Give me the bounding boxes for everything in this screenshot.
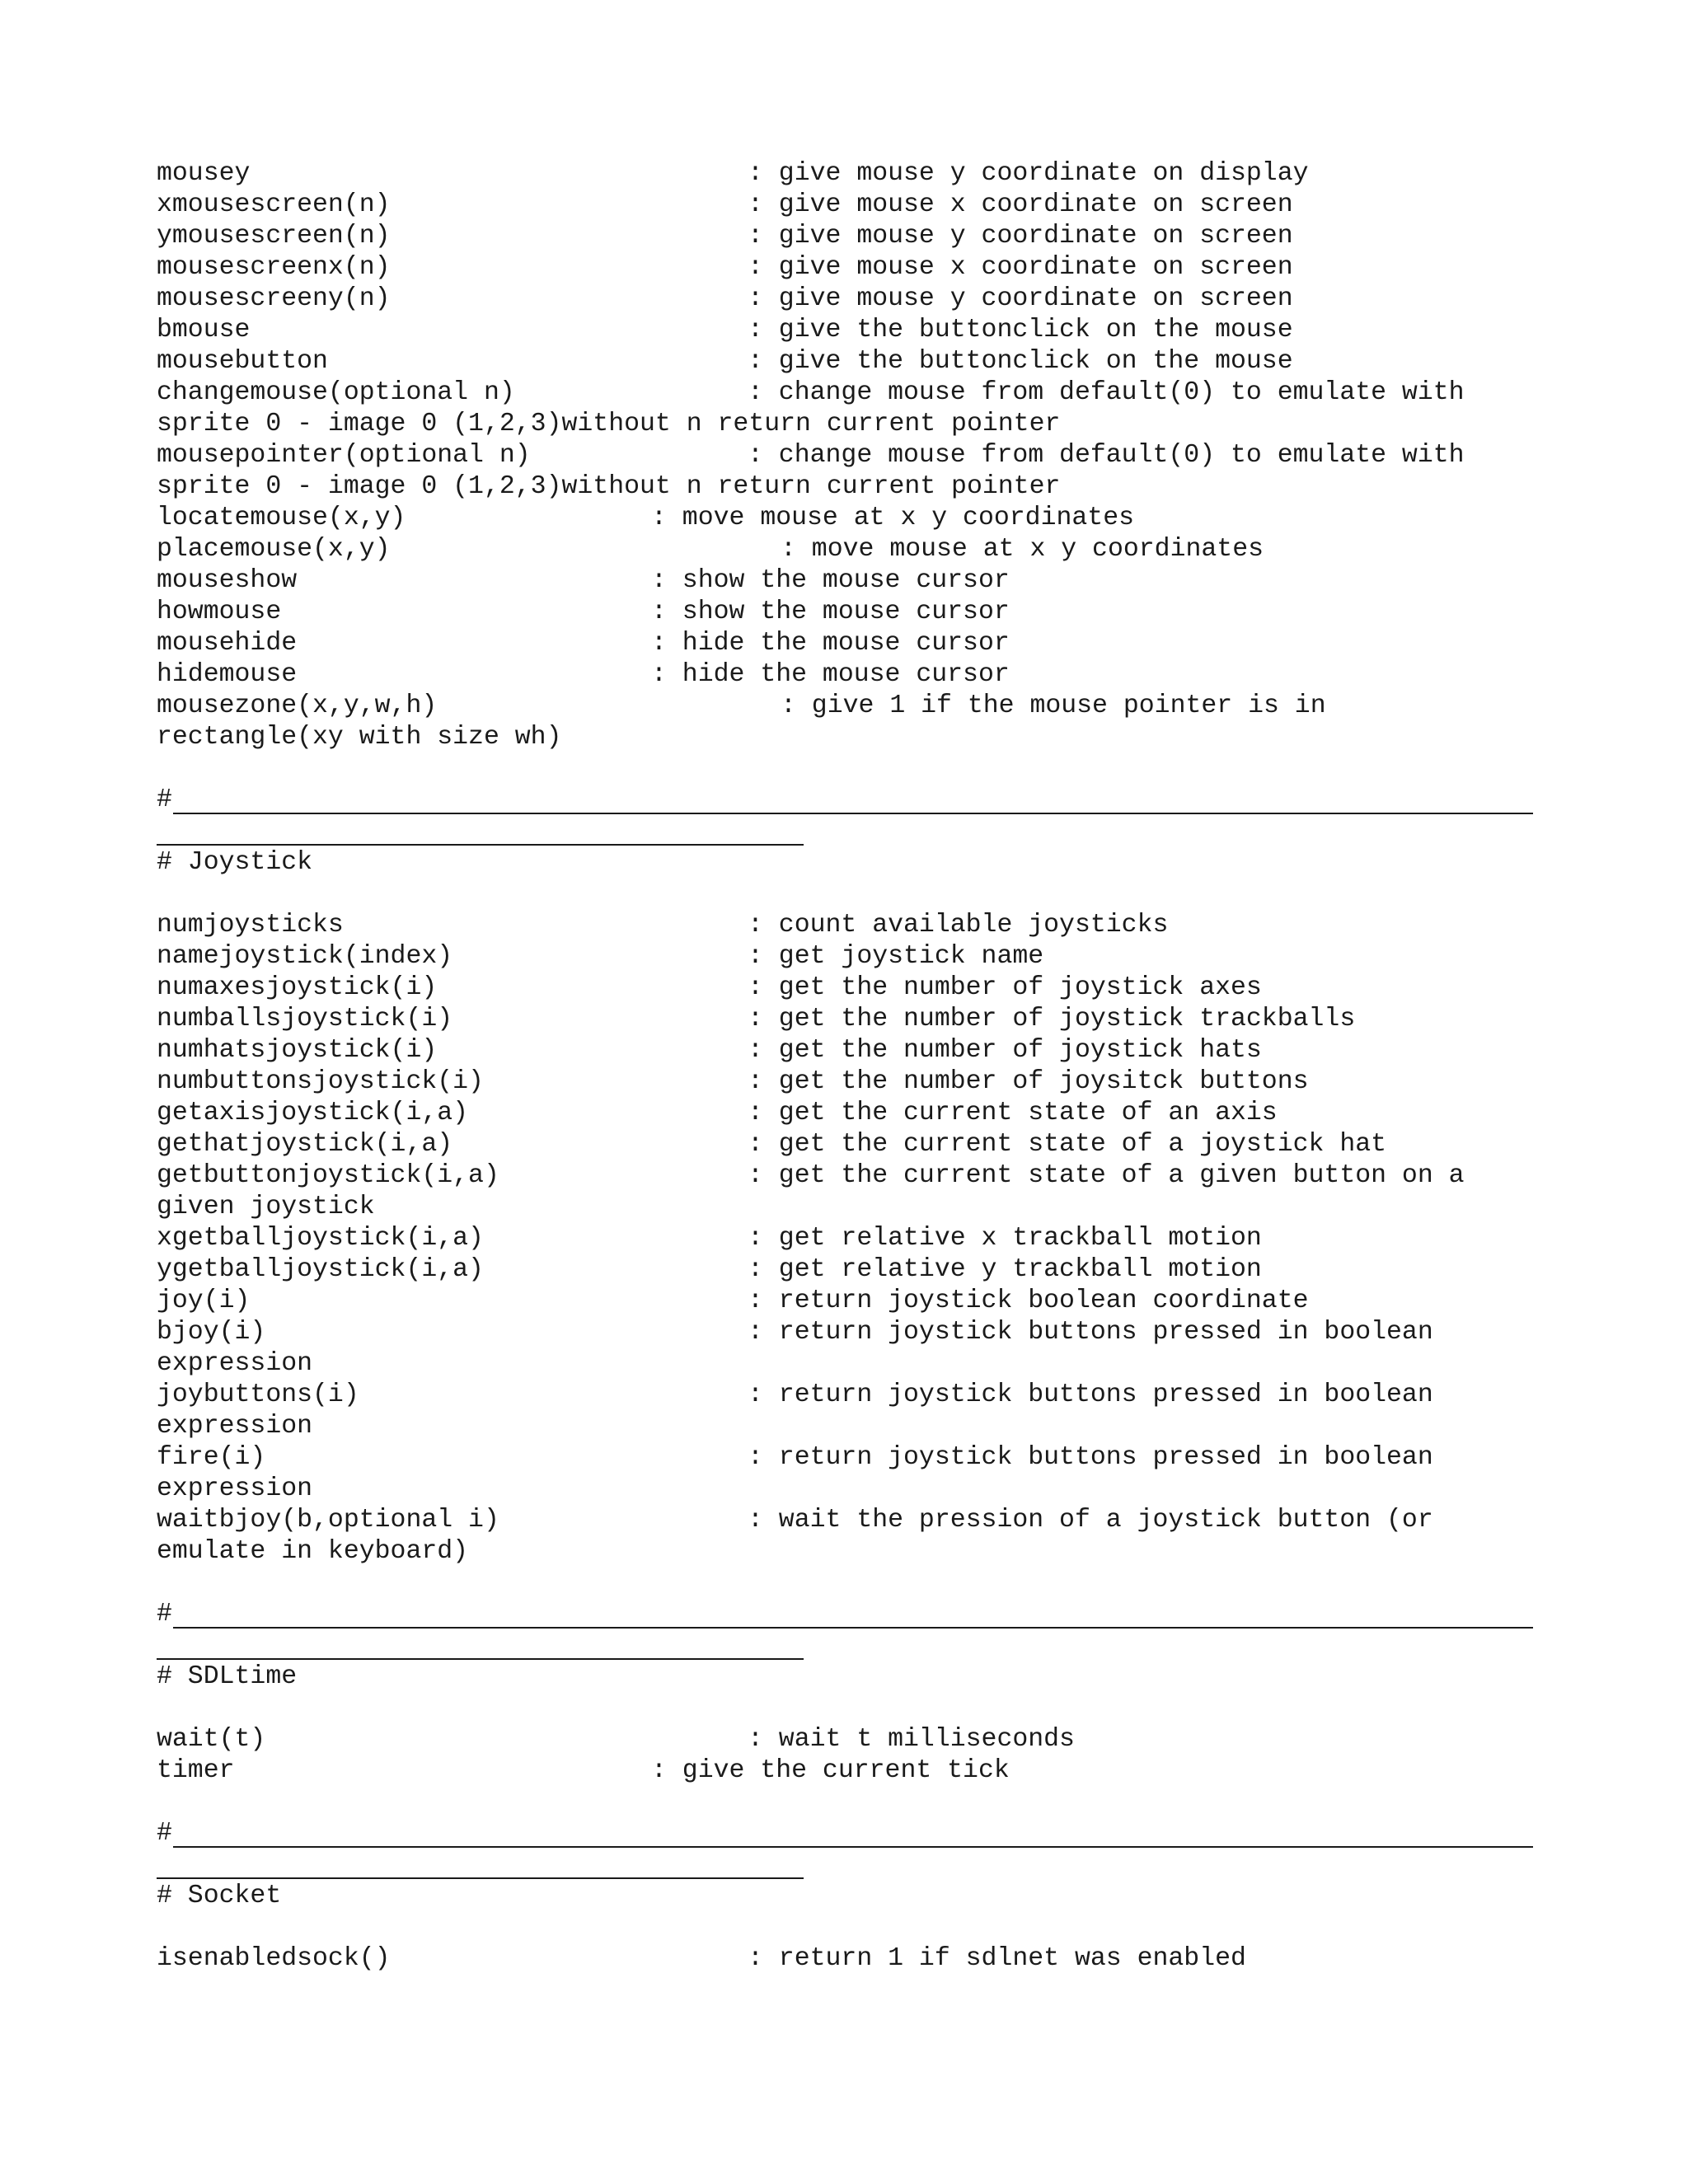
separator-hash: # bbox=[157, 785, 172, 814]
spacer bbox=[157, 1693, 1558, 1724]
section-separator bbox=[157, 1599, 1558, 1630]
separator-rule bbox=[157, 1877, 804, 1879]
mouse-section bbox=[157, 158, 1558, 753]
entry-row bbox=[157, 1035, 1558, 1066]
entry-desc: : hide the mouse cursor bbox=[651, 660, 1010, 689]
entry-desc: : return joystick boolean coordinate bbox=[748, 1286, 1309, 1315]
section-heading: # Joystick bbox=[157, 848, 313, 877]
spacer bbox=[157, 1787, 1558, 1818]
section-separator-continuation bbox=[157, 816, 1558, 847]
entry-desc: : get the number of joystick axes bbox=[748, 973, 1262, 1002]
entry-name: mousescreenx(n) bbox=[157, 253, 391, 282]
entry-desc: : wait the pression of a joystick button (or bbox=[748, 1506, 1433, 1535]
entry-name: xgetballjoystick(i,a) bbox=[157, 1224, 484, 1253]
entry-desc: : move mouse at x y coordinates bbox=[651, 504, 1134, 532]
entry-row bbox=[157, 1254, 1558, 1286]
entry-desc: : return joystick buttons pressed in boolean bbox=[748, 1443, 1433, 1472]
separator-rule bbox=[173, 1627, 1533, 1629]
entry-row bbox=[157, 190, 1558, 221]
entry-desc: : return 1 if sdlnet was enabled bbox=[748, 1944, 1246, 1973]
entry-desc: : give the current tick bbox=[651, 1756, 1010, 1785]
entry-desc: : hide the mouse cursor bbox=[651, 629, 1010, 658]
entry-name: changemouse(optional n) bbox=[157, 378, 515, 407]
separator-rule bbox=[157, 1658, 804, 1660]
entry-desc: : get relative x trackball motion bbox=[748, 1224, 1262, 1253]
entry-row bbox=[157, 284, 1558, 315]
entry-name: howmouse bbox=[157, 598, 282, 626]
entry-row bbox=[157, 1098, 1558, 1129]
entry-name: fire(i) bbox=[157, 1443, 266, 1472]
entry-row bbox=[157, 565, 1558, 597]
entry-row bbox=[157, 221, 1558, 252]
entry-name: mousezone(x,y,w,h) bbox=[157, 691, 438, 720]
entry-row bbox=[157, 597, 1558, 628]
section-separator-continuation bbox=[157, 1630, 1558, 1661]
entry-desc: : give the buttonclick on the mouse bbox=[748, 347, 1293, 376]
entry-name: bmouse bbox=[157, 316, 251, 344]
entry-desc: : count available joysticks bbox=[748, 911, 1169, 940]
entry-row bbox=[157, 158, 1558, 190]
entry-desc: : change mouse from default(0) to emulate with bbox=[748, 441, 1465, 470]
entry-continuation: sprite 0 - image 0 (1,2,3)without n return current pointer bbox=[157, 410, 1061, 438]
entry-name: mousebutton bbox=[157, 347, 328, 376]
entry-name: timer bbox=[157, 1756, 235, 1785]
entry-name: mouseshow bbox=[157, 566, 298, 595]
entry-desc: : give mouse y coordinate on screen bbox=[748, 222, 1293, 251]
entry-continuation: expression bbox=[157, 1349, 313, 1378]
entry-continuation: expression bbox=[157, 1474, 313, 1503]
entry-desc: : get the number of joystick hats bbox=[748, 1036, 1262, 1065]
sdltime-section bbox=[157, 1661, 1558, 1787]
entry-desc: : get relative y trackball motion bbox=[748, 1255, 1262, 1284]
entry-name: numaxesjoystick(i) bbox=[157, 973, 438, 1002]
entry-desc: : get the current state of a given button on a bbox=[748, 1161, 1465, 1190]
joystick-section bbox=[157, 847, 1558, 1568]
entry-name: gethatjoystick(i,a) bbox=[157, 1130, 453, 1159]
separator-rule bbox=[173, 813, 1533, 814]
entry-row bbox=[157, 1223, 1558, 1254]
entry-continuation: rectangle(xy with size wh) bbox=[157, 723, 562, 752]
entry-row bbox=[157, 1004, 1558, 1035]
entry-row bbox=[157, 1442, 1558, 1474]
entry-row bbox=[157, 315, 1558, 346]
entry-continuation: emulate in keyboard) bbox=[157, 1537, 469, 1566]
entry-desc: : show the mouse cursor bbox=[651, 598, 1010, 626]
section-heading: # SDLtime bbox=[157, 1662, 298, 1691]
entry-row bbox=[157, 1755, 1558, 1787]
entry-row bbox=[157, 1724, 1558, 1755]
entry-desc: : wait t milliseconds bbox=[748, 1725, 1075, 1754]
entry-name: namejoystick(index) bbox=[157, 942, 453, 971]
entry-name: numballsjoystick(i) bbox=[157, 1005, 453, 1033]
entry-row bbox=[157, 1160, 1558, 1192]
entry-continuation: given joystick bbox=[157, 1193, 375, 1221]
spacer bbox=[157, 1912, 1558, 1943]
separator-hash: # bbox=[157, 1600, 172, 1629]
spacer bbox=[157, 879, 1558, 910]
entry-desc: : give 1 if the mouse pointer is in bbox=[781, 691, 1326, 720]
entry-name: numbuttonsjoystick(i) bbox=[157, 1067, 484, 1096]
entry-name: getaxisjoystick(i,a) bbox=[157, 1099, 469, 1127]
entry-desc: : give mouse x coordinate on screen bbox=[748, 253, 1293, 282]
section-heading: # Socket bbox=[157, 1882, 282, 1910]
entry-name: isenabledsock() bbox=[157, 1944, 391, 1973]
spacer bbox=[157, 1568, 1558, 1599]
entry-name: getbuttonjoystick(i,a) bbox=[157, 1161, 499, 1190]
entry-desc: : change mouse from default(0) to emulate with bbox=[748, 378, 1465, 407]
entry-row bbox=[157, 377, 1558, 409]
entry-desc: : give mouse y coordinate on display bbox=[748, 159, 1309, 188]
entry-name: mousey bbox=[157, 159, 251, 188]
reference-document bbox=[157, 158, 1558, 1975]
entry-name: joy(i) bbox=[157, 1286, 251, 1315]
separator-rule bbox=[173, 1846, 1533, 1848]
entry-name: numhatsjoystick(i) bbox=[157, 1036, 438, 1065]
entry-desc: : give mouse y coordinate on screen bbox=[748, 284, 1293, 313]
entry-name: ygetballjoystick(i,a) bbox=[157, 1255, 484, 1284]
separator-hash: # bbox=[157, 1819, 172, 1848]
entry-name: hidemouse bbox=[157, 660, 298, 689]
entry-name: mousescreeny(n) bbox=[157, 284, 391, 313]
entry-name: mousehide bbox=[157, 629, 298, 658]
entry-row bbox=[157, 910, 1558, 941]
entry-desc: : return joystick buttons pressed in boolean bbox=[748, 1380, 1433, 1409]
section-separator bbox=[157, 785, 1558, 816]
spacer bbox=[157, 753, 1558, 785]
entry-desc: : give mouse x coordinate on screen bbox=[748, 190, 1293, 219]
entry-desc: : get the number of joystick trackballs bbox=[748, 1005, 1356, 1033]
entry-desc: : move mouse at x y coordinates bbox=[781, 535, 1264, 564]
entry-row bbox=[157, 659, 1558, 691]
entry-desc: : get the current state of an axis bbox=[748, 1099, 1278, 1127]
entry-name: locatemouse(x,y) bbox=[157, 504, 406, 532]
entry-row bbox=[157, 1943, 1558, 1975]
entry-name: waitbjoy(b,optional i) bbox=[157, 1506, 499, 1535]
entry-name: joybuttons(i) bbox=[157, 1380, 359, 1409]
entry-name: xmousescreen(n) bbox=[157, 190, 391, 219]
entry-continuation: sprite 0 - image 0 (1,2,3)without n return current pointer bbox=[157, 472, 1061, 501]
entry-row bbox=[157, 252, 1558, 284]
entry-row bbox=[157, 1066, 1558, 1098]
separator-rule bbox=[157, 844, 804, 846]
entry-name: mousepointer(optional n) bbox=[157, 441, 531, 470]
entry-row bbox=[157, 503, 1558, 534]
entry-row bbox=[157, 346, 1558, 377]
entry-row bbox=[157, 1129, 1558, 1160]
entry-row bbox=[157, 628, 1558, 659]
entry-continuation: expression bbox=[157, 1412, 313, 1441]
entry-name: bjoy(i) bbox=[157, 1318, 266, 1347]
entry-row bbox=[157, 1380, 1558, 1411]
section-separator-continuation bbox=[157, 1849, 1558, 1881]
entry-desc: : get the current state of a joystick hat bbox=[748, 1130, 1387, 1159]
entry-row bbox=[157, 440, 1558, 471]
entry-name: wait(t) bbox=[157, 1725, 266, 1754]
entry-row bbox=[157, 941, 1558, 972]
entry-row bbox=[157, 972, 1558, 1004]
entry-row bbox=[157, 691, 1558, 722]
entry-name: ymousescreen(n) bbox=[157, 222, 391, 251]
entry-desc: : show the mouse cursor bbox=[651, 566, 1010, 595]
entry-row bbox=[157, 534, 1558, 565]
entry-desc: : return joystick buttons pressed in boolean bbox=[748, 1318, 1433, 1347]
entry-row bbox=[157, 1317, 1558, 1348]
entry-row bbox=[157, 1286, 1558, 1317]
entry-desc: : get the number of joysitck buttons bbox=[748, 1067, 1309, 1096]
socket-section bbox=[157, 1881, 1558, 1975]
section-separator bbox=[157, 1818, 1558, 1849]
entry-desc: : get joystick name bbox=[748, 942, 1044, 971]
entry-desc: : give the buttonclick on the mouse bbox=[748, 316, 1293, 344]
entry-row bbox=[157, 1505, 1558, 1536]
entry-name: placemouse(x,y) bbox=[157, 535, 391, 564]
entry-name: numjoysticks bbox=[157, 911, 344, 940]
